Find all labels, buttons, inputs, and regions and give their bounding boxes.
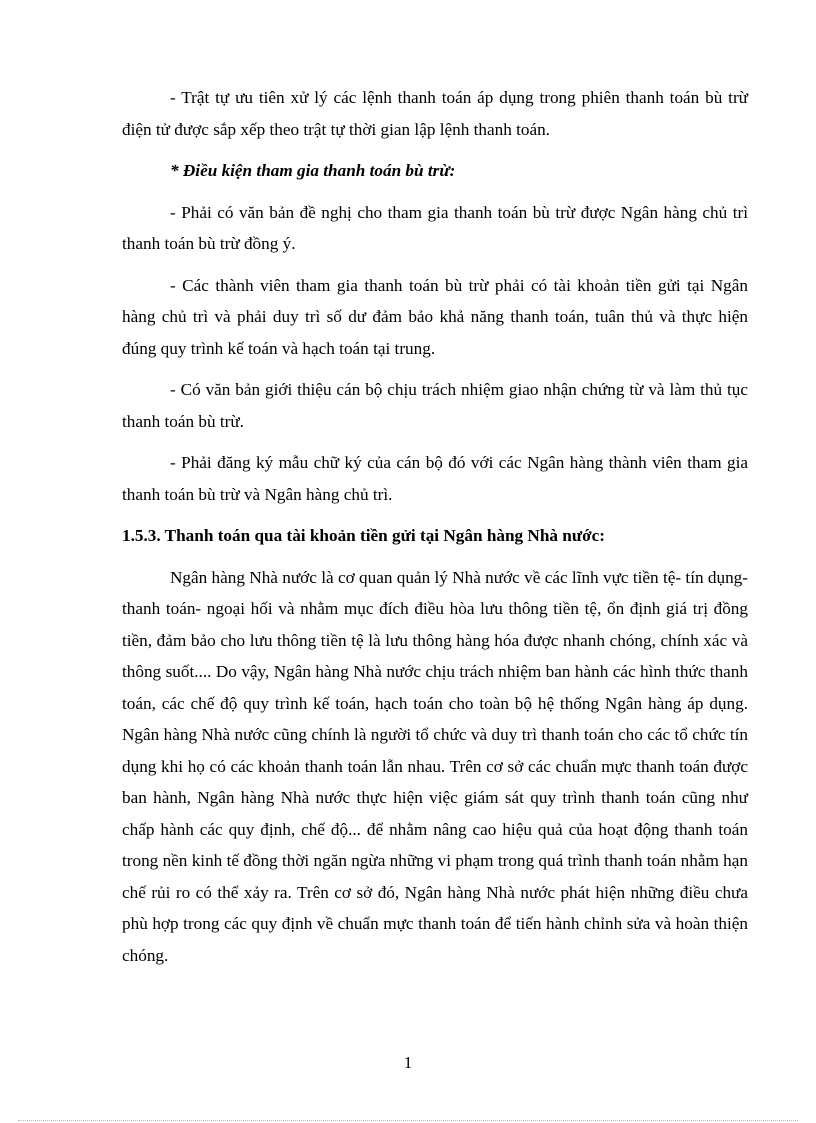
page-bottom-divider: [18, 1120, 798, 1121]
paragraph-state-bank-role: Ngân hàng Nhà nước là cơ quan quản lý Nhà nước về các lĩnh vực tiền tệ- tín dụng- thanh toán- ngoại hối và nhằm mục đích điều hòa lưu thông tiền tệ, ổn định giá trị đồng tiền, đảm bảo cho lưu thông tiền tệ là lưu thông hàng hóa được nhanh chóng, chính xác và thông suốt.... Do vậy, Ngân hàng Nhà nước chịu trách nhiệm ban hành các hình thức thanh toán, các chế độ quy trình kế toán, hạch toán cho toàn bộ hệ thống Ngân hàng áp dụng. Ngân hàng Nhà nước cũng chính là người tổ chức và duy trì thanh toán cho các tổ chức tín dụng khi họ có các khoản thanh toán lẫn nhau. Trên cơ sở các chuẩn mực thanh toán được ban hành, Ngân hàng Nhà nước thực hiện việc giám sát quy trình thanh toán cũng như chấp hành các quy định, chế độ... để nhằm nâng cao hiệu quả của hoạt động thanh toán trong nền kinh tế đồng thời ngăn ngừa những vi phạm trong quá trình thanh toán nhằm hạn chế rủi ro có thể xảy ra. Trên cơ sở đó, Ngân hàng Nhà nước phát hiện những điều chưa phù hợp trong các quy định về chuẩn mực thanh toán để tiến hành chỉnh sửa và hoàn thiện chóng.: [122, 567, 748, 965]
paragraph-payment-order-priority: - Trật tự ưu tiên xử lý các lệnh thanh toán áp dụng trong phiên thanh toán bù trừ điện tử được sắp xếp theo trật tự thời gian lập lệnh thanh toán.: [122, 88, 748, 139]
paragraph-condition-deposit-account: - Các thành viên tham gia thanh toán bù trừ phải có tài khoản tiền gửi tại Ngân hàng chủ trì và phải duy trì số dư đảm bảo khả năng thanh toán, tuân thủ và thực hiện đúng quy trình kế toán và hạch toán tại trung.: [122, 275, 748, 358]
section-heading-1-5-3: 1.5.3. Thanh toán qua tài khoản tiền gửi tại Ngân hàng Nhà nước:: [122, 526, 606, 545]
document-body: [122, 82, 748, 981]
page-number: 1: [403, 1053, 413, 1072]
paragraph-condition-officer-introduction: - Có văn bản giới thiệu cán bộ chịu trách nhiệm giao nhận chứng từ và làm thủ tục thanh toán bù trừ.: [122, 380, 748, 431]
paragraph-condition-written-request: - Phải có văn bản đề nghị cho tham gia thanh toán bù trừ được Ngân hàng chủ trì thanh toán bù trừ đồng ý.: [122, 202, 748, 253]
subheading-clearing-conditions: * Điều kiện tham gia thanh toán bù trừ:: [170, 161, 456, 180]
paragraph-condition-signature-registration: - Phải đăng ký mẫu chữ ký của cán bộ đó với các Ngân hàng thành viên tham gia thanh toán bù trừ và Ngân hàng chủ trì.: [122, 453, 748, 504]
